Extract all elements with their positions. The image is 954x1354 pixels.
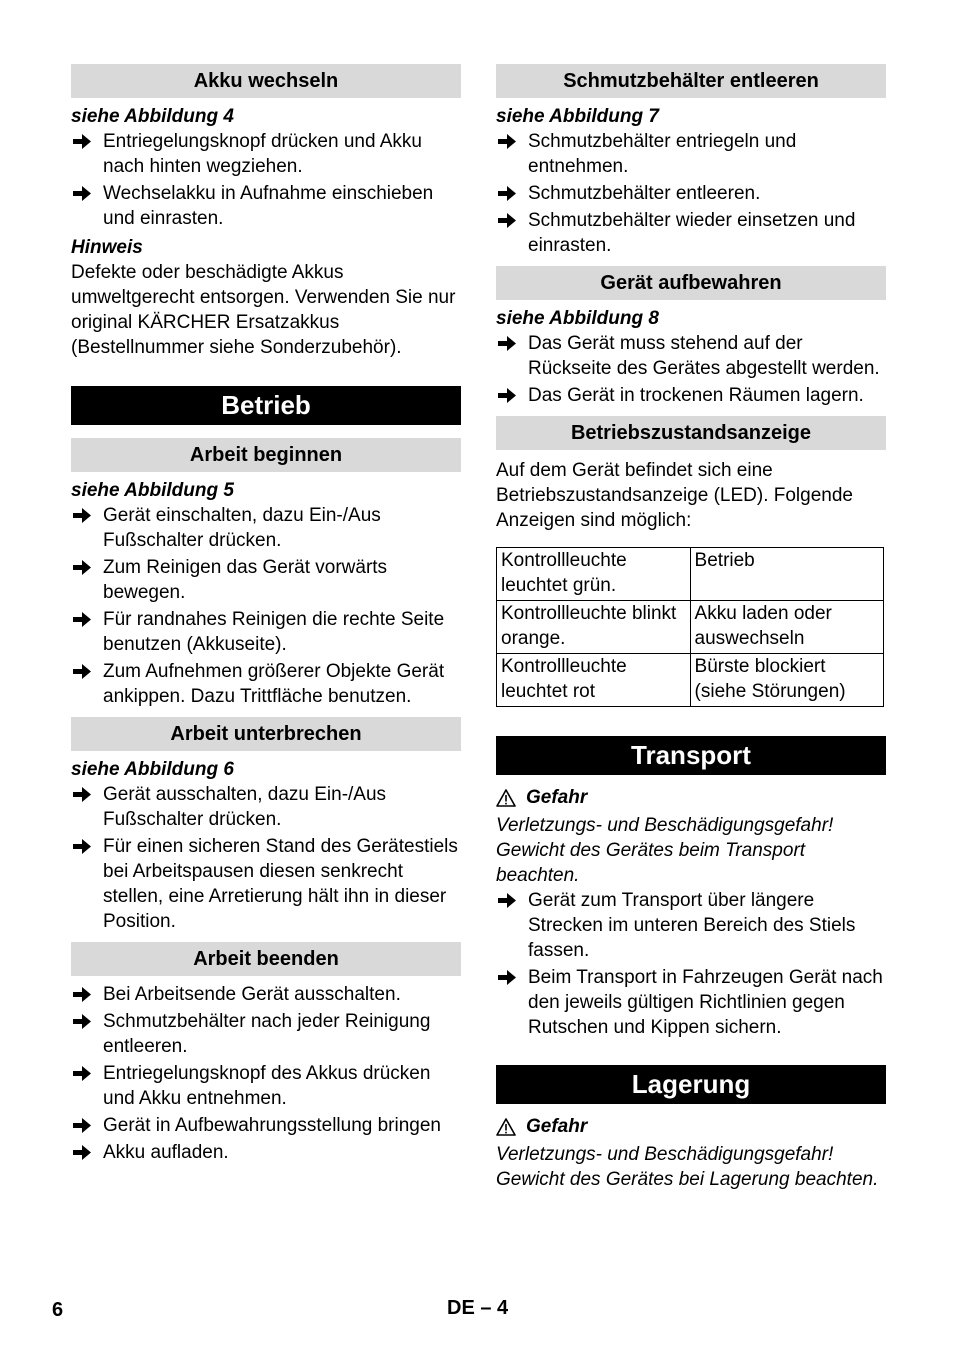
- step-text: Gerät zum Transport über längere Strecken im unteren Bereich des Stiels fassen.: [528, 890, 856, 961]
- step-text: Wechselakku in Aufnahme einschieben und einrasten.: [103, 183, 434, 229]
- step-text: Entriegelungsknopf des Akkus drücken und Akku entnehmen.: [103, 1063, 431, 1109]
- arrow-right-icon: [73, 664, 91, 679]
- step-list: [71, 782, 461, 934]
- arrow-right-icon: [73, 987, 91, 1002]
- step-text: Zum Aufnehmen größerer Objekte Gerät ankippen. Dazu Trittfläche benutzen.: [103, 661, 445, 707]
- section-heading-lagerung: Lagerung: [496, 1065, 886, 1104]
- step-item: [71, 1140, 461, 1165]
- arrow-right-icon: [73, 1014, 91, 1029]
- step-item: [496, 888, 886, 963]
- section-heading-betrieb: Betrieb: [71, 386, 461, 425]
- figure-reference: siehe Abbildung 7: [496, 106, 659, 127]
- status-indicator-cell: Kontrollleuchte leuchtet grün.: [497, 548, 691, 601]
- heading-arbeit-beginnen: Arbeit beginnen: [71, 438, 461, 472]
- arrow-right-icon: [498, 213, 516, 228]
- status-meaning-cell: Akku laden oder auswechseln: [690, 601, 883, 654]
- step-text: Schmutzbehälter entleeren.: [528, 183, 761, 204]
- figure-reference: siehe Abbildung 5: [71, 480, 234, 501]
- step-item: [71, 607, 461, 657]
- step-item: [71, 555, 461, 605]
- step-text: Entriegelungsknopf drücken und Akku nach hinten wegziehen.: [103, 131, 422, 177]
- step-list: [71, 503, 461, 709]
- arrow-right-icon: [498, 388, 516, 403]
- table-row: [497, 548, 884, 601]
- step-text: Gerät einschalten, dazu Ein-/Aus Fußschalter drücken.: [103, 505, 381, 551]
- warning-text: Verletzungs- und Beschädigungsgefahr! Gewicht des Gerätes bei Lagerung beachten.: [496, 1144, 879, 1190]
- arrow-right-icon: [73, 612, 91, 627]
- arrow-right-icon: [73, 1145, 91, 1160]
- step-text: Schmutzbehälter entriegeln und entnehmen.: [528, 131, 797, 177]
- section-heading-transport: Transport: [496, 736, 886, 775]
- arrow-right-icon: [73, 508, 91, 523]
- step-item: [71, 1113, 461, 1138]
- step-text: Akku aufladen.: [103, 1142, 229, 1163]
- arrow-right-icon: [73, 134, 91, 149]
- step-text: Das Gerät in trockenen Räumen lagern.: [528, 385, 864, 406]
- step-list: [71, 129, 461, 231]
- page-number: 6: [52, 1299, 64, 1321]
- note-text: Defekte oder beschädigte Akkus umweltgerecht entsorgen. Verwenden Sie nur original KÄRCHER Ersatzakkus (Bestellnummer siehe Sonderzubehör).: [71, 262, 456, 358]
- heading-betriebszustandsanzeige: Betriebszustandsanzeige: [496, 416, 886, 450]
- arrow-right-icon: [498, 970, 516, 985]
- heading-schmutzbehaelter-entleeren: Schmutzbehälter entleeren: [496, 64, 886, 98]
- step-item: [71, 834, 461, 934]
- step-text: Gerät ausschalten, dazu Ein-/Aus Fußschalter drücken.: [103, 784, 387, 830]
- heading-geraet-aufbewahren: Gerät aufbewahren: [496, 266, 886, 300]
- step-item: [71, 503, 461, 553]
- arrow-right-icon: [73, 186, 91, 201]
- table-row: [497, 601, 884, 654]
- step-list: [496, 888, 886, 1040]
- step-list: [496, 331, 886, 408]
- step-list: [496, 129, 886, 258]
- step-text: Beim Transport in Fahrzeugen Gerät nach den jeweils gültigen Richtlinien gegen Rutschen und Kippen sichern.: [528, 967, 883, 1038]
- step-list: [71, 982, 461, 1165]
- arrow-right-icon: [498, 893, 516, 908]
- step-item: [496, 965, 886, 1040]
- step-text: Das Gerät muss stehend auf der Rückseite des Gerätes abgestellt werden.: [528, 333, 880, 379]
- note-title: Hinweis: [71, 237, 143, 258]
- arrow-right-icon: [498, 336, 516, 351]
- step-item: [71, 1009, 461, 1059]
- warning-label: Gefahr: [526, 1116, 588, 1137]
- step-item: [496, 129, 886, 179]
- step-text: Für einen sicheren Stand des Gerätestiels bei Arbeitspausen diesen senkrecht stellen, eine Arretierung hält ihn in dieser Position.: [103, 836, 458, 932]
- heading-akku-wechseln: Akku wechseln: [71, 64, 461, 98]
- arrow-right-icon: [498, 134, 516, 149]
- step-item: [71, 982, 461, 1007]
- heading-arbeit-beenden: Arbeit beenden: [71, 942, 461, 976]
- arrow-right-icon: [73, 1118, 91, 1133]
- step-item: [71, 1061, 461, 1111]
- step-item: [71, 782, 461, 832]
- step-item: [496, 331, 886, 381]
- figure-reference: siehe Abbildung 4: [71, 106, 234, 127]
- step-text: Schmutzbehälter nach jeder Reinigung entleeren.: [103, 1011, 431, 1057]
- step-item: [71, 129, 461, 179]
- heading-arbeit-unterbrechen: Arbeit unterbrechen: [71, 717, 461, 751]
- status-indicator-cell: Kontrollleuchte blinkt orange.: [497, 601, 691, 654]
- step-text: Schmutzbehälter wieder einsetzen und einrasten.: [528, 210, 856, 256]
- step-item: [71, 181, 461, 231]
- arrow-right-icon: [73, 1066, 91, 1081]
- arrow-right-icon: [73, 560, 91, 575]
- figure-reference: siehe Abbildung 8: [496, 308, 659, 329]
- warning-title: [496, 785, 886, 810]
- status-meaning-cell: Betrieb: [690, 548, 883, 601]
- arrow-right-icon: [498, 186, 516, 201]
- step-text: Bei Arbeitsende Gerät ausschalten.: [103, 984, 401, 1005]
- step-item: [496, 383, 886, 408]
- step-item: [496, 181, 886, 206]
- step-text: Für randnahes Reinigen die rechte Seite benutzen (Akkuseite).: [103, 609, 445, 655]
- step-item: [71, 659, 461, 709]
- warning-label: Gefahr: [526, 787, 588, 808]
- step-item: [496, 208, 886, 258]
- warning-icon: [496, 789, 516, 807]
- step-text: Zum Reinigen das Gerät vorwärts bewegen.: [103, 557, 388, 603]
- language-page-label: DE – 4: [447, 1297, 509, 1319]
- right-column: [496, 64, 886, 1192]
- warning-title: [496, 1114, 886, 1139]
- status-table: [496, 547, 884, 707]
- figure-reference: siehe Abbildung 6: [71, 759, 234, 780]
- arrow-right-icon: [73, 839, 91, 854]
- step-text: Gerät in Aufbewahrungsstellung bringen: [103, 1115, 442, 1136]
- status-meaning-cell: Bürste blockiert (siehe Störungen): [690, 654, 883, 707]
- left-column: [71, 64, 461, 1167]
- warning-text: Verletzungs- und Beschädigungsgefahr! Gewicht des Gerätes beim Transport beachten.: [496, 815, 834, 886]
- warning-icon: [496, 1118, 516, 1136]
- status-indicator-cell: Kontrollleuchte leuchtet rot: [497, 654, 691, 707]
- arrow-right-icon: [73, 787, 91, 802]
- intro-text: Auf dem Gerät befindet sich eine Betriebszustandsanzeige (LED). Folgende Anzeigen sind möglich:: [496, 460, 853, 531]
- table-row: [497, 654, 884, 707]
